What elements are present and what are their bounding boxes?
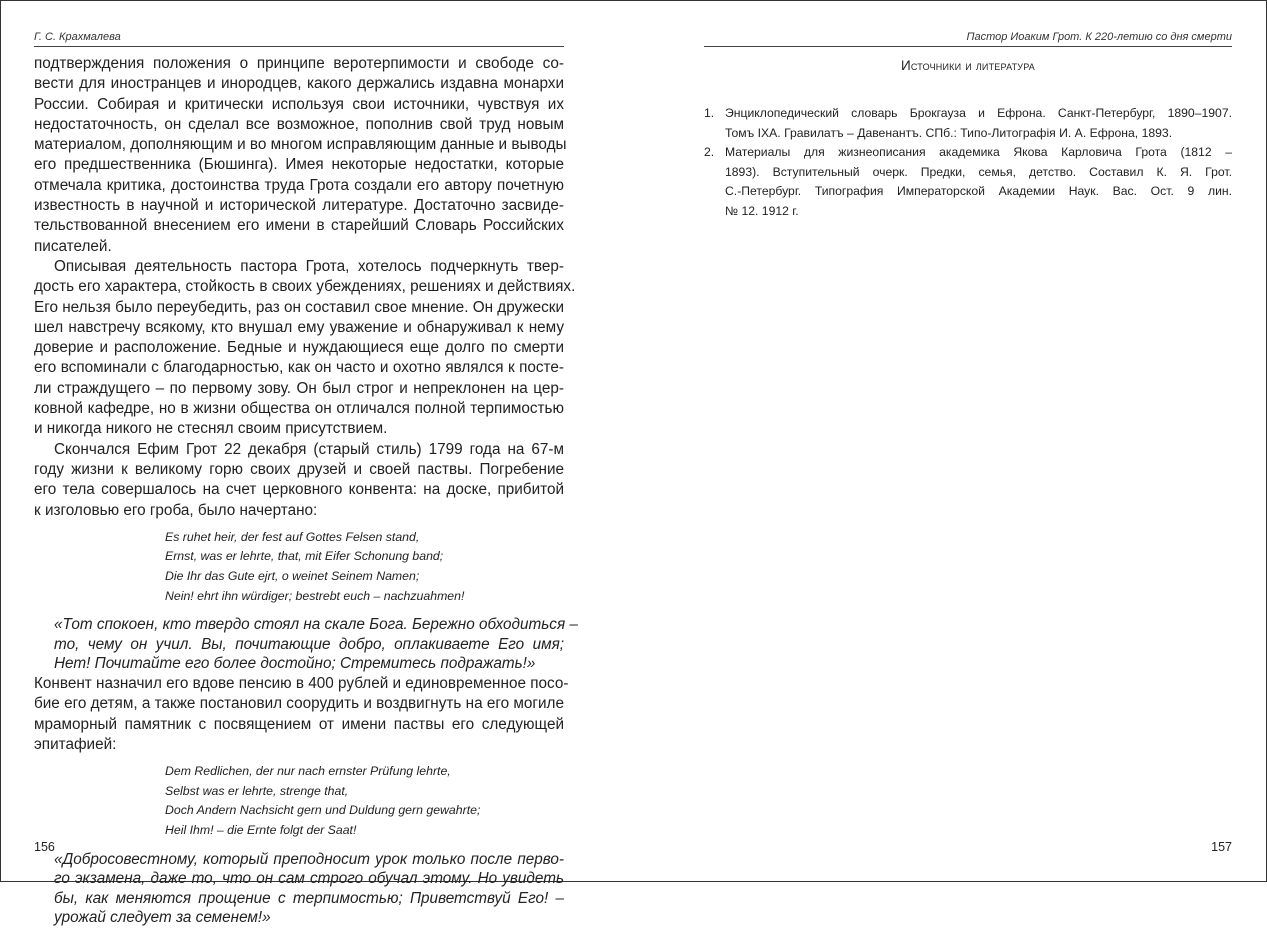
poem-line: Doch Andern Nachsicht gern und Duldung gern gewahrte; [165, 803, 481, 818]
text-line: материалом, дополняющим и во многом исправляющим данные и выводы [34, 136, 567, 154]
text-line: го экзамена, даже то, что он сам строго обучал этому. Но увидеть [54, 870, 564, 888]
reference-number: 1. [704, 106, 715, 120]
poem-line: Ernst, was er lehrte, that, mit Eifer Schonung band; [165, 549, 444, 564]
text-line: отмечала критика, достоинства труда Грота создали его автору почетную [34, 176, 564, 194]
page-number-left: 156 [34, 840, 55, 854]
reference-line: № 12. 1912 г. [725, 203, 799, 218]
reference-line: С.-Петербург. Типография Императорской Академии Наук. Вас. Ост. 9 лин. [725, 184, 1232, 198]
text-line: России. Собирая и критически используя свои источники, чувствуя их [34, 95, 564, 113]
poem-line: Selbst was er lehrte, strenge that, [165, 783, 349, 798]
text-line: Нет! Почитайте его более достойно; Стремитесь подражать!» [54, 655, 536, 673]
epitaph-poem-2 [165, 762, 564, 840]
text-line: «Добросовестному, который преподносит урок только после перво- [54, 850, 564, 868]
header-rule-left [34, 46, 564, 47]
text-line: мраморный памятник с посвящением от имени паствы его следующей [34, 715, 564, 733]
text-line: бие его детям, а также постановил соорудить и воздвигнуть на его могиле [34, 695, 564, 713]
text-line: вести для иностранцев и инородцев, какого держались издавна монархи [34, 75, 564, 93]
reference-number: 2. [704, 145, 715, 159]
poem-line: Es ruhet heir, der fest auf Gottes Felsen stand, [165, 529, 420, 544]
text-line: Конвент назначил его вдове пенсию в 400 рублей и единовременное посо- [34, 674, 569, 692]
text-line: к изголовью его гроба, было начертано: [34, 501, 318, 519]
poem-line: Heil Ihm! – die Ernte folgt der Saat! [165, 822, 357, 837]
epitaph-poem-1 [165, 528, 564, 606]
paragraph-1 [34, 54, 567, 257]
text-line: ковной кафедре, но в жизни общества он отличался полной терпимостью [34, 400, 564, 418]
text-line: Описывая деятельность пастора Грота, хотелось подчеркнуть твер- [54, 257, 564, 275]
reference-item [704, 143, 1232, 221]
text-line: Скончался Ефим Грот 22 декабря (старый стиль) 1799 года на 67-м [54, 440, 564, 458]
poem-line: Dem Redlichen, der nur nach ernster Prüfung lehrte, [165, 764, 451, 779]
text-line: то, чему он учил. Вы, почитающие добро, оплакиваете Его имя; [54, 635, 564, 653]
reference-line: Материалы для жизнеописания академика Якова Карловича Грота (1812 – [725, 145, 1232, 159]
text-line: бы, как меняются прощение с терпимостью; Приветствуй Его! – [54, 889, 564, 907]
text-line: и никогда никого не стеснял своим присутствием. [34, 420, 388, 438]
text-line: шел навстречу всякому, кто внушал ему уважение и обнаруживал к нему [34, 318, 564, 336]
reference-line: Энциклопедический словарь Брокгауза и Ефрона. Санкт-Петербург, 1890–1907. [725, 106, 1232, 120]
text-line: году жизни к великому горю своих друзей и своей паствы. Погребение [34, 460, 564, 478]
reference-item [704, 104, 1232, 143]
text-line: ли страждущего – по первому зову. Он был строг и непреклонен на цер- [34, 379, 564, 397]
reference-list [704, 104, 1232, 221]
text-line: его тела совершалось на счет церковного конвента: на доске, прибитой [34, 481, 564, 499]
reference-line: Томъ IXA. Гравилатъ – Давенантъ. СПб.: Типо-Литографія И. А. Ефрона, 1893. [725, 125, 1173, 140]
translation-quote-2 [34, 850, 564, 928]
text-line: писателей. [34, 237, 112, 255]
running-head-right: Пастор Иоаким Грот. К 220-летию со дня смерти [966, 31, 1232, 43]
reference-line: 1893). Вступительный очерк. Предки, семья, детство. Составил К. Я. Грот. [725, 164, 1232, 179]
text-line: известность в научной и исторической литературе. Достаточно засвиде- [34, 197, 564, 215]
text-line: эпитафией: [34, 735, 117, 753]
poem-line: Nein! ehrt ihn würdiger; bestrebt euch – nachzuahmen! [165, 588, 465, 603]
text-line: его вспоминали с благодарностью, как он часто и охотно являлся к посте- [34, 359, 564, 377]
paragraph-4 [34, 674, 569, 755]
poem-line: Die Ihr das Gute ejrt, o weinet Seinem Namen; [165, 569, 420, 584]
section-title: Источники и литература [900, 58, 1036, 73]
text-line: урожай следует за семенем!» [54, 909, 271, 927]
text-line: доверие и расположение. Бедные и нуждающиеся еще долго по смерти [34, 339, 564, 357]
text-line: «Тот спокоен, кто твердо стоял на скале Бога. Бережно обходиться – [54, 616, 578, 634]
header-rule-right [704, 46, 1232, 47]
translation-quote-1 [34, 615, 578, 674]
left-body [34, 54, 578, 928]
text-line: Его нельзя было переубедить, раз он составил свое мнение. Он дружески [34, 298, 564, 316]
page-number-right: 157 [1211, 840, 1232, 854]
text-line: его предшественника (Бюшинга). Имея некоторые недостатки, которые [34, 156, 564, 174]
text-line: дость его характера, стойкость в своих убеждениях, решениях и действиях. [34, 278, 576, 296]
text-line: тельствованной внесением его имени в старейший Словарь Российских [34, 217, 564, 235]
paragraph-2 [34, 257, 576, 440]
running-head-left: Г. С. Крахмалева [34, 31, 121, 43]
paragraph-3 [34, 440, 564, 521]
text-line: недостаточность, он сделал все возможное, пополнив свой труд новым [34, 115, 564, 133]
text-line: подтверждения положения о принципе веротерпимости и свободе со- [34, 55, 564, 72]
